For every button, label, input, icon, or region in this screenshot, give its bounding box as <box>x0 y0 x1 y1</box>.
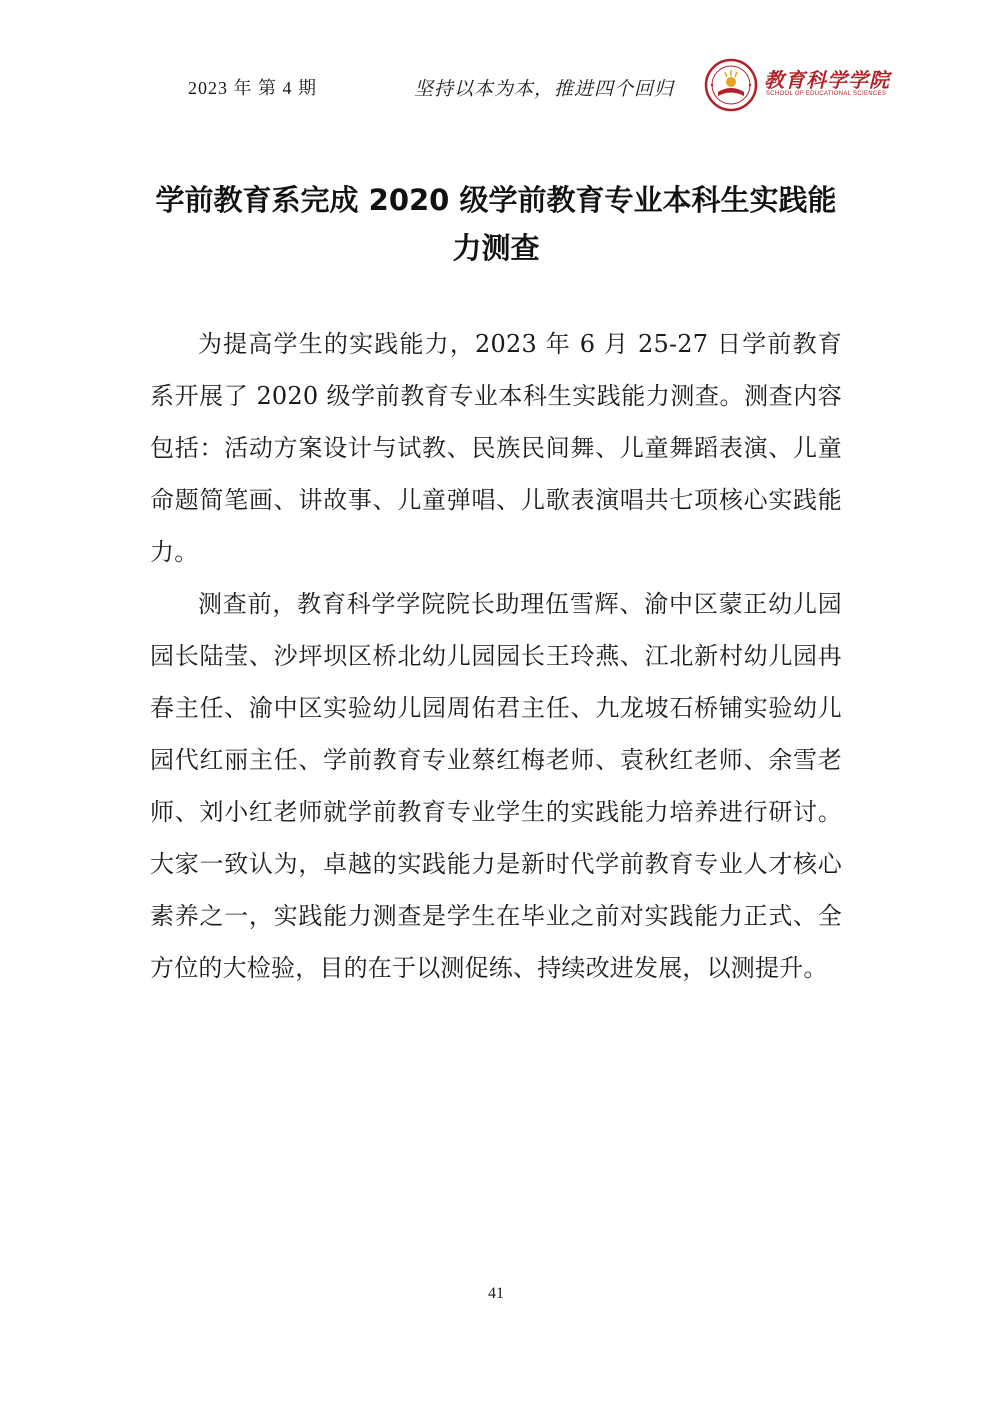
page-number: 41 <box>488 1285 504 1302</box>
logo-name: 教育科学学院 <box>764 68 890 92</box>
logo-subtitle: SCHOOL OF EDUCATIONAL SCIENCES <box>766 91 887 97</box>
school-emblem-icon <box>704 58 758 112</box>
school-logo <box>704 56 890 112</box>
page-header <box>0 0 992 120</box>
header-motto: 坚持以本为本，推进四个回归 <box>414 78 675 100</box>
paragraph: 为提高学生的实践能力，2023 年 6 月 25-27 日学前教育系开展了 2020 级学前教育专业本科生实践能力测查。测查内容包括：活动方案设计与试教、民族民间舞、儿童舞蹈表演、儿童命题简笔画、讲故事、儿童弹唱、儿歌表演唱共七项核心实践能力。 <box>150 330 842 566</box>
issue-label: 2023 年 第 4 期 <box>188 78 317 98</box>
paragraph: 测查前，教育科学学院院长助理伍雪辉、渝中区蒙正幼儿园园长陆莹、沙坪坝区桥北幼儿园园长王玲燕、江北新村幼儿园冉春主任、渝中区实验幼儿园周佑君主任、九龙坡石桥铺实验幼儿园代红丽主任、学前教育专业蔡红梅老师、袁秋红老师、余雪老师、刘小红老师就学前教育专业学生的实践能力培养进行研讨。大家一致认为，卓越的实践能力是新时代学前教育专业人才核心素养之一，实践能力测查是学生在毕业之前对实践能力正式、全方位的大检验，目的在于以测促练、持续改进发展，以测提升。 <box>150 590 842 982</box>
article-title: 学前教育系完成 2020 级学前教育专业本科生实践能力测查 <box>155 183 837 265</box>
article-body <box>150 318 842 994</box>
